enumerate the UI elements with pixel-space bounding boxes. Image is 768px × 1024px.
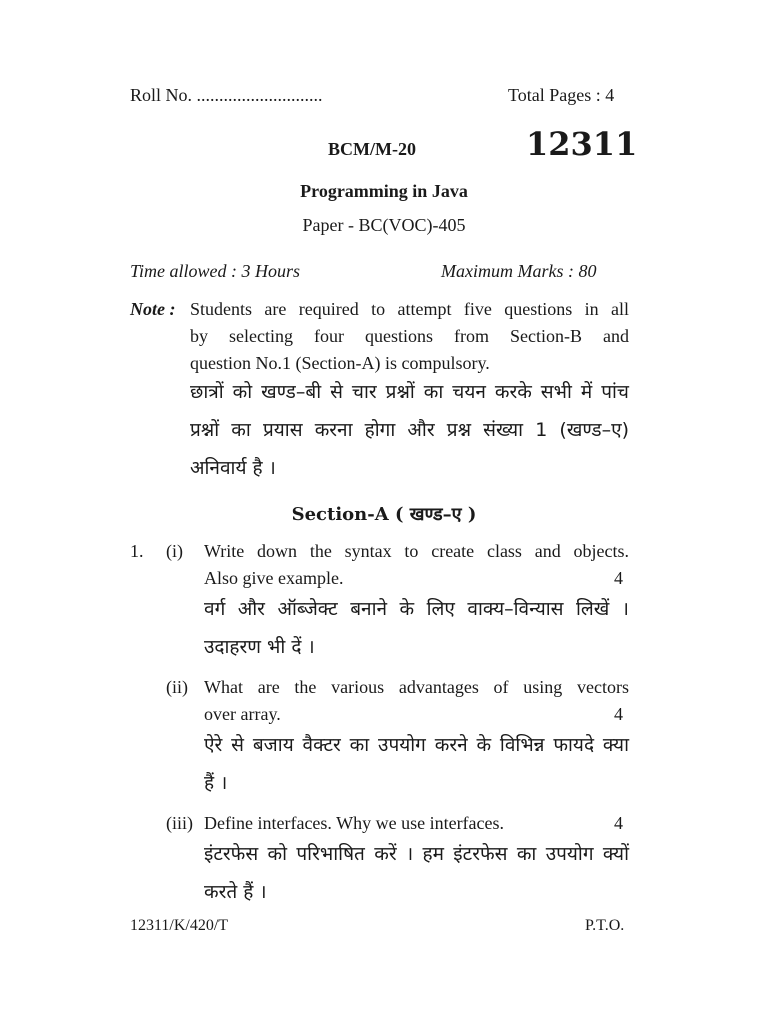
note-en-line: by selecting four questions from Section-B and [190,326,629,346]
part-en-text: over array. [204,704,281,724]
total-pages: Total Pages : 4 [508,85,615,105]
footer-code: 12311/K/420/T [130,917,229,934]
time-allowed: Time allowed : 3 Hours [130,261,301,281]
note-body [190,296,629,487]
roll-number: Roll No. ............................ [130,85,323,105]
part-hi-line: उदाहरण भी दें । [204,636,315,658]
paper-number: 12311 [526,125,638,163]
part-en-line: Write down the syntax to create class and objects. [204,541,629,561]
note-label: Note : [130,299,176,319]
note-hi-line: प्रश्नों का प्रयास करना होगा और प्रश्न संख्या 1 (खण्ड–ए) [190,419,629,441]
subject-title: Programming in Java [300,181,468,201]
part-en-line [204,565,629,592]
part-label: (i) [166,541,183,561]
note-hi-line: अनिवार्य है । [190,457,276,479]
note-en-line: Students are required to attempt five questions in all [190,299,629,319]
part-en-line [204,810,629,837]
question-part [204,810,629,911]
marks: 4 [614,813,623,833]
maximum-marks: Maximum Marks : 80 [441,261,597,281]
part-hi-line: ऐरे से बजाय वैक्टर का उपयोग करने के विभिन्न फायदे क्या [204,734,629,756]
marks: 4 [614,568,623,588]
part-en-line [204,701,629,728]
part-hi-line: वर्ग और ऑब्जेक्ट बनाने के लिए वाक्य–विन्यास लिखें । [204,598,629,620]
part-hi-line: करते हैं । [204,881,267,903]
question-part [204,538,629,666]
section-title: Section-A ( खण्ड–ए ) [291,504,477,525]
part-label: (iii) [166,813,193,833]
footer-pto: P.T.O. [585,917,625,934]
part-hi-line: इंटरफेस को परिभाषित करें । हम इंटरफेस का उपयोग क्यों [204,843,629,865]
question-number: 1. [130,541,144,561]
part-hi-line: हैं । [204,772,228,794]
note-hi-line: छात्रों को खण्ड–बी से चार प्रश्नों का चयन करके सभी में पांच [190,381,629,403]
part-en-text: Define interfaces. Why we use interfaces. [204,813,505,833]
paper-code: BCM/M-20 [328,139,416,159]
part-en-text: Also give example. [204,568,344,588]
part-en-line: What are the various advantages of using vectors [204,677,629,697]
note-en-line: question No.1 (Section-A) is compulsory. [190,353,490,373]
marks: 4 [614,704,623,724]
paper-name: Paper - BC(VOC)-405 [302,215,466,235]
question-part [204,674,629,802]
part-label: (ii) [166,677,188,697]
